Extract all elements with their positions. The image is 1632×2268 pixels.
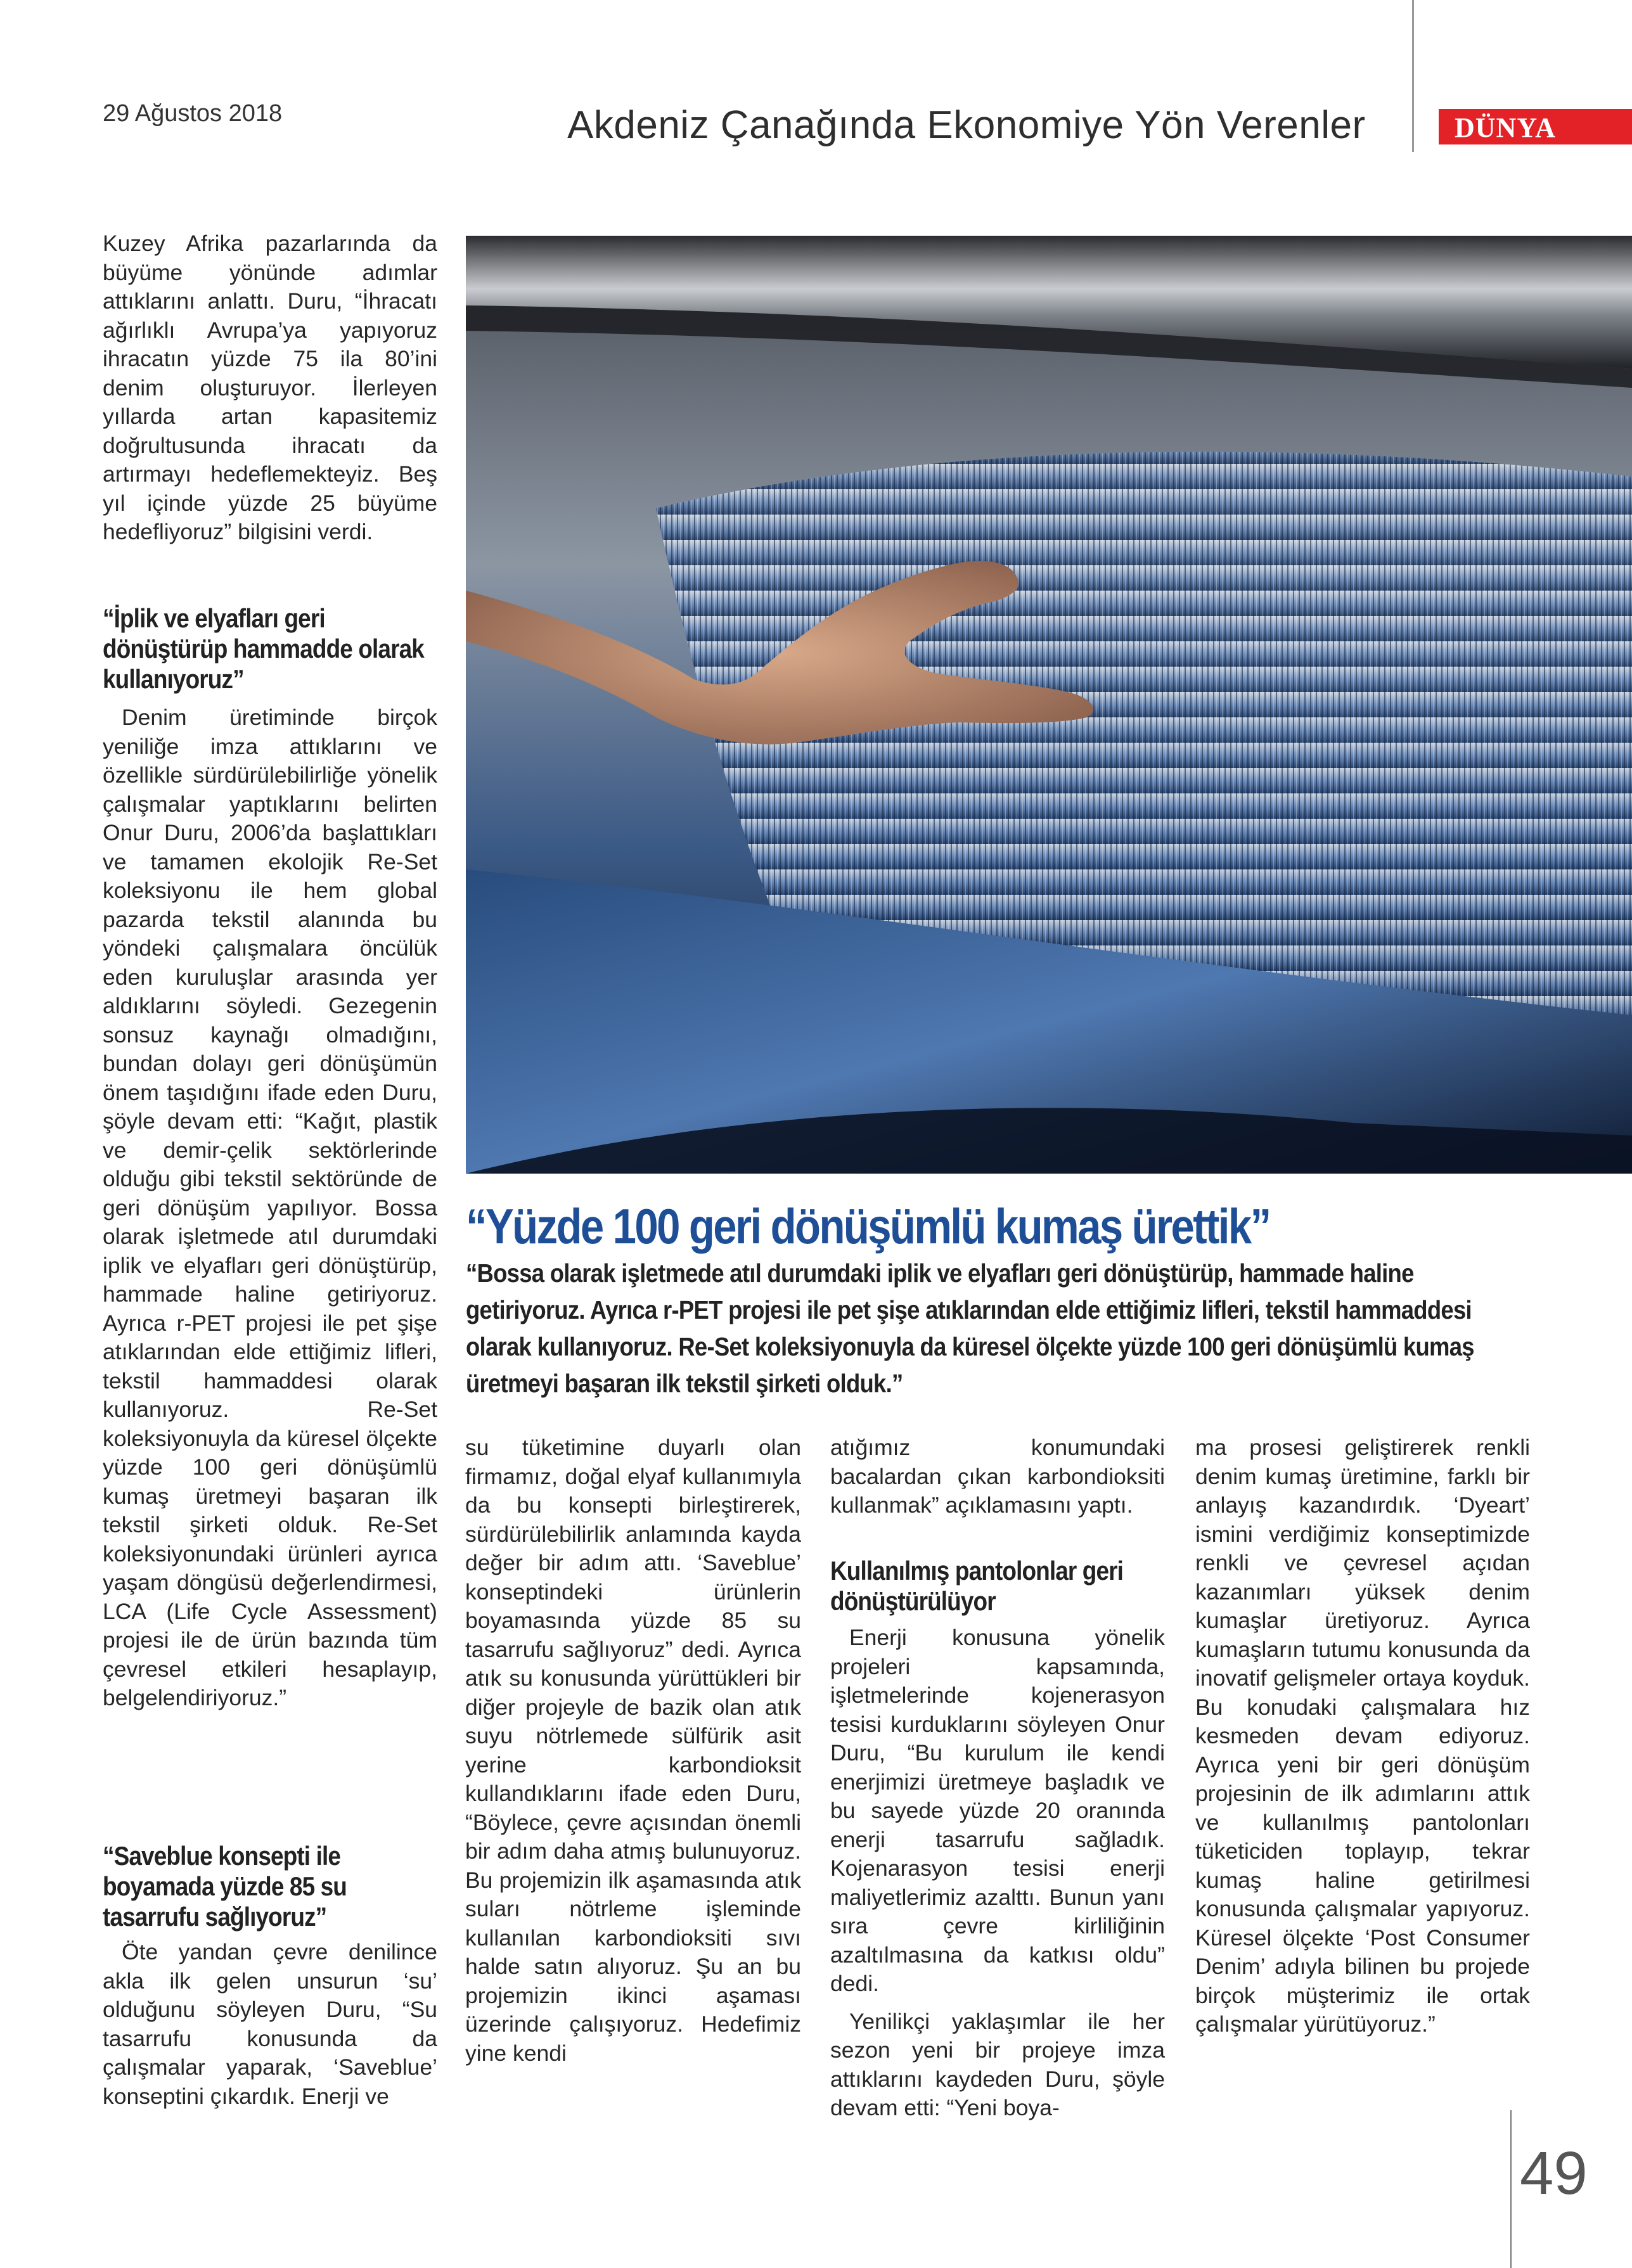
subheading-pants-recycling: Kullanılmış pantolonlar geri dönüştürülüyor [830, 1556, 1124, 1616]
page-number: 49 [1520, 2139, 1588, 2207]
column-2 [465, 1433, 801, 2068]
column-1-end [103, 1938, 437, 2111]
brand-logo: DÜNYA [1455, 112, 1556, 143]
paragraph: Yenilikçi yaklaşımlar ile her sezon yeni bir projeye imza attıklarını kaydeden Duru, şöyle devam etti: “Yeni boya- [830, 2008, 1165, 2120]
page-number-divider [1510, 2110, 1512, 2268]
issue-date: 29 Ağustos 2018 [103, 100, 283, 127]
weaving-loom-photo [466, 236, 1632, 1174]
paragraph: ma prosesi geliştirerek renkli denim kumaş üretimine, farklı bir anlayış kazandırdık. ‘Dyeart’ ismini verdiğimiz konseptimizde renkli ve çevresel açıdan kazanımları yüksek denim kumaşlar üretiyoruz. Ayrıca kumaşların tutumu konusunda da inovatif gelişmeler ortaya koyduk. Bu konudaki çalışmalara hız kesmeden devam ediyoruz. Ayrıca yeni bir geri dönüşüm projesinin de ilk adımlarını attık ve kullanılmış pantolonları tüketiciden toplayıp, tekrar kumaş haline getirilmesi konusunda çalışmalar yapıyoruz. Küresel ölçekte ‘Post Consumer Denim’ adıyla bilinen bu projede birçok müşterimiz ile ortak çalışmalar yürütüyoruz.” [1195, 1435, 1530, 2037]
column-3-intro [830, 1433, 1165, 1520]
paragraph: Öte yandan çevre denilince akla ilk gelen unsurun ‘su’ olduğunu söyleyen Duru, “Su tasarrufu konusunda da çalışmalar yaparak, ‘Saveblue’ konseptini çıkardık. Enerji ve [103, 1939, 437, 2109]
column-1-intro [103, 229, 437, 547]
paragraph: Enerji konusuna yönelik projeleri kapsamında, işletmelerinde kojenerasyon tesisi kurduklarını söyleyen Onur Duru, “Bu kurulum ile kendi enerjimizi üretmeye başladık ve bu sayede yüzde 20 oranında enerji tasarrufu sağladık. Kojenarasyon tesisi enerji maliyetlerimiz azalttı. Bunun yanı sıra çevre kirliliğinin azaltılmasına da katkısı oldu” dedi. [830, 1625, 1165, 1996]
pull-quote-title: “Yüzde 100 geri dönüşümlü kumaş ürettik” [466, 1198, 1270, 1254]
section-title: Akdeniz Çanağında Ekonomiye Yön Verenler [567, 103, 1366, 147]
column-3-body [830, 1624, 1165, 2123]
pull-quote-text: “Bossa olarak işletmede atıl durumdaki iplik ve elyafları geri dönüştürüp, hammade haline getiriyoruz. Ayrıca r-PET projesi ile pet şişe atıklarından elde ettiğimiz lifleri, tekstil hammaddesi olarak kullanıyoruz. Re-Set koleksiyonuyla da küresel ölçekte yüzde 100 geri dönüşümlü kumaş üretmeyi başaran ilk tekstil şirketi olduk.” [466, 1259, 1474, 1398]
column-1-body [103, 703, 437, 1713]
paragraph: Denim üretiminde birçok yeniliğe imza attıklarını ve özellikle sürdürülebilirliğe yönelik çalışmalar yaptıklarını belirten Onur Duru, 2006’da başlattıkları ve tamamen ekolojik Re-Set koleksiyonu ile hem global pazarda tekstil alanında bu yöndeki çalışmalara öncülük eden kuruluşlar arasında yer aldıklarını söyledi. Gezegenin sonsuz kaynağı olmadığını, bundan dolayı geri dönüşümün önem taşıdığını ifade eden Duru, şöyle devam etti: “Kağıt, plastik ve demir-çelik sektörlerinde olduğu gibi tekstil sektöründe de geri dönüşüm yapılıyor. Bossa olarak işletmede atıl durumdaki iplik ve elyafları geri dönüştürüp, hammade haline getiriyoruz. Ayrıca r-PET projesi ile pet şişe atıklarından elde ettiğimiz lifleri, tekstil hammaddesi olarak kullanıyoruz. Re-Set koleksiyonuyla da küresel ölçekte yüzde 100 geri dönüşümlü kumaş üretmeyi başaran ilk tekstil şirketi olduk. Re-Set koleksiyonundaki ürünleri ayrıca yaşam döngüsü değerlendirmesi, LCA (Life Cycle Assessment) projesi ile de ürün bazında tüm çevresel etkileri hesaplayıp, belgelendiriyoruz.” [103, 705, 437, 1710]
paragraph: Kuzey Afrika pazarlarında da büyüme yönünde adımlar attıklarını anlattı. Duru, “İhracatı ağırlıklı Avrupa’ya yapıyoruz ihracatın yüzde 75 ila 80’ini denim oluşturuyor. İlerleyen yıllarda artan kapasitemiz doğrultusunda ihracatı da artırmayı hedeflemekteyiz. Beş yıl içinde yüzde 25 büyüme hedefliyoruz” bilgisini verdi. [103, 231, 437, 544]
subheading-recycling: “İplik ve elyafları geri dönüştürüp hammadde olarak kullanıyoruz” [103, 603, 424, 694]
paragraph: su tüketimine duyarlı olan firmamız, doğal elyaf kullanımıyla da bu konsepti birleştirerek, sürdürülebilirlik anlamında kayda değer bir adım attı. ‘Saveblue’ konseptindeki ürünlerin boyamasında yüzde 85 su tasarrufu sağlıyoruz” dedi. Ayrıca atık su konusunda yürüttükleri bir diğer projeyle de bazik olan atık suyu nötrlemede sülfürik asit yerine karbondioksit kullandıklarını ifade eden Duru, “Böylece, çevre açısından önemli bir adım daha atmış bulunuyoruz. Bu projemizin ilk aşamasında atık suları nötrleme işleminde kullanılan karbondioksiti sıvı halde satın alıyoruz. Şu an bu projemizin ikinci aşaması üzerinde çalışıyoruz. Hedefimiz yine kendi [465, 1435, 801, 2066]
paragraph: atığımız konumundaki bacalardan çıkan karbondioksiti kullanmak” açıklamasını yaptı. [830, 1435, 1165, 1518]
header-divider [1412, 0, 1414, 152]
subheading-saveblue: “Saveblue konsepti ile boyamada yüzde 85 su tasarrufu sağlıyoruz” [103, 1841, 347, 1932]
column-4 [1195, 1433, 1530, 2039]
